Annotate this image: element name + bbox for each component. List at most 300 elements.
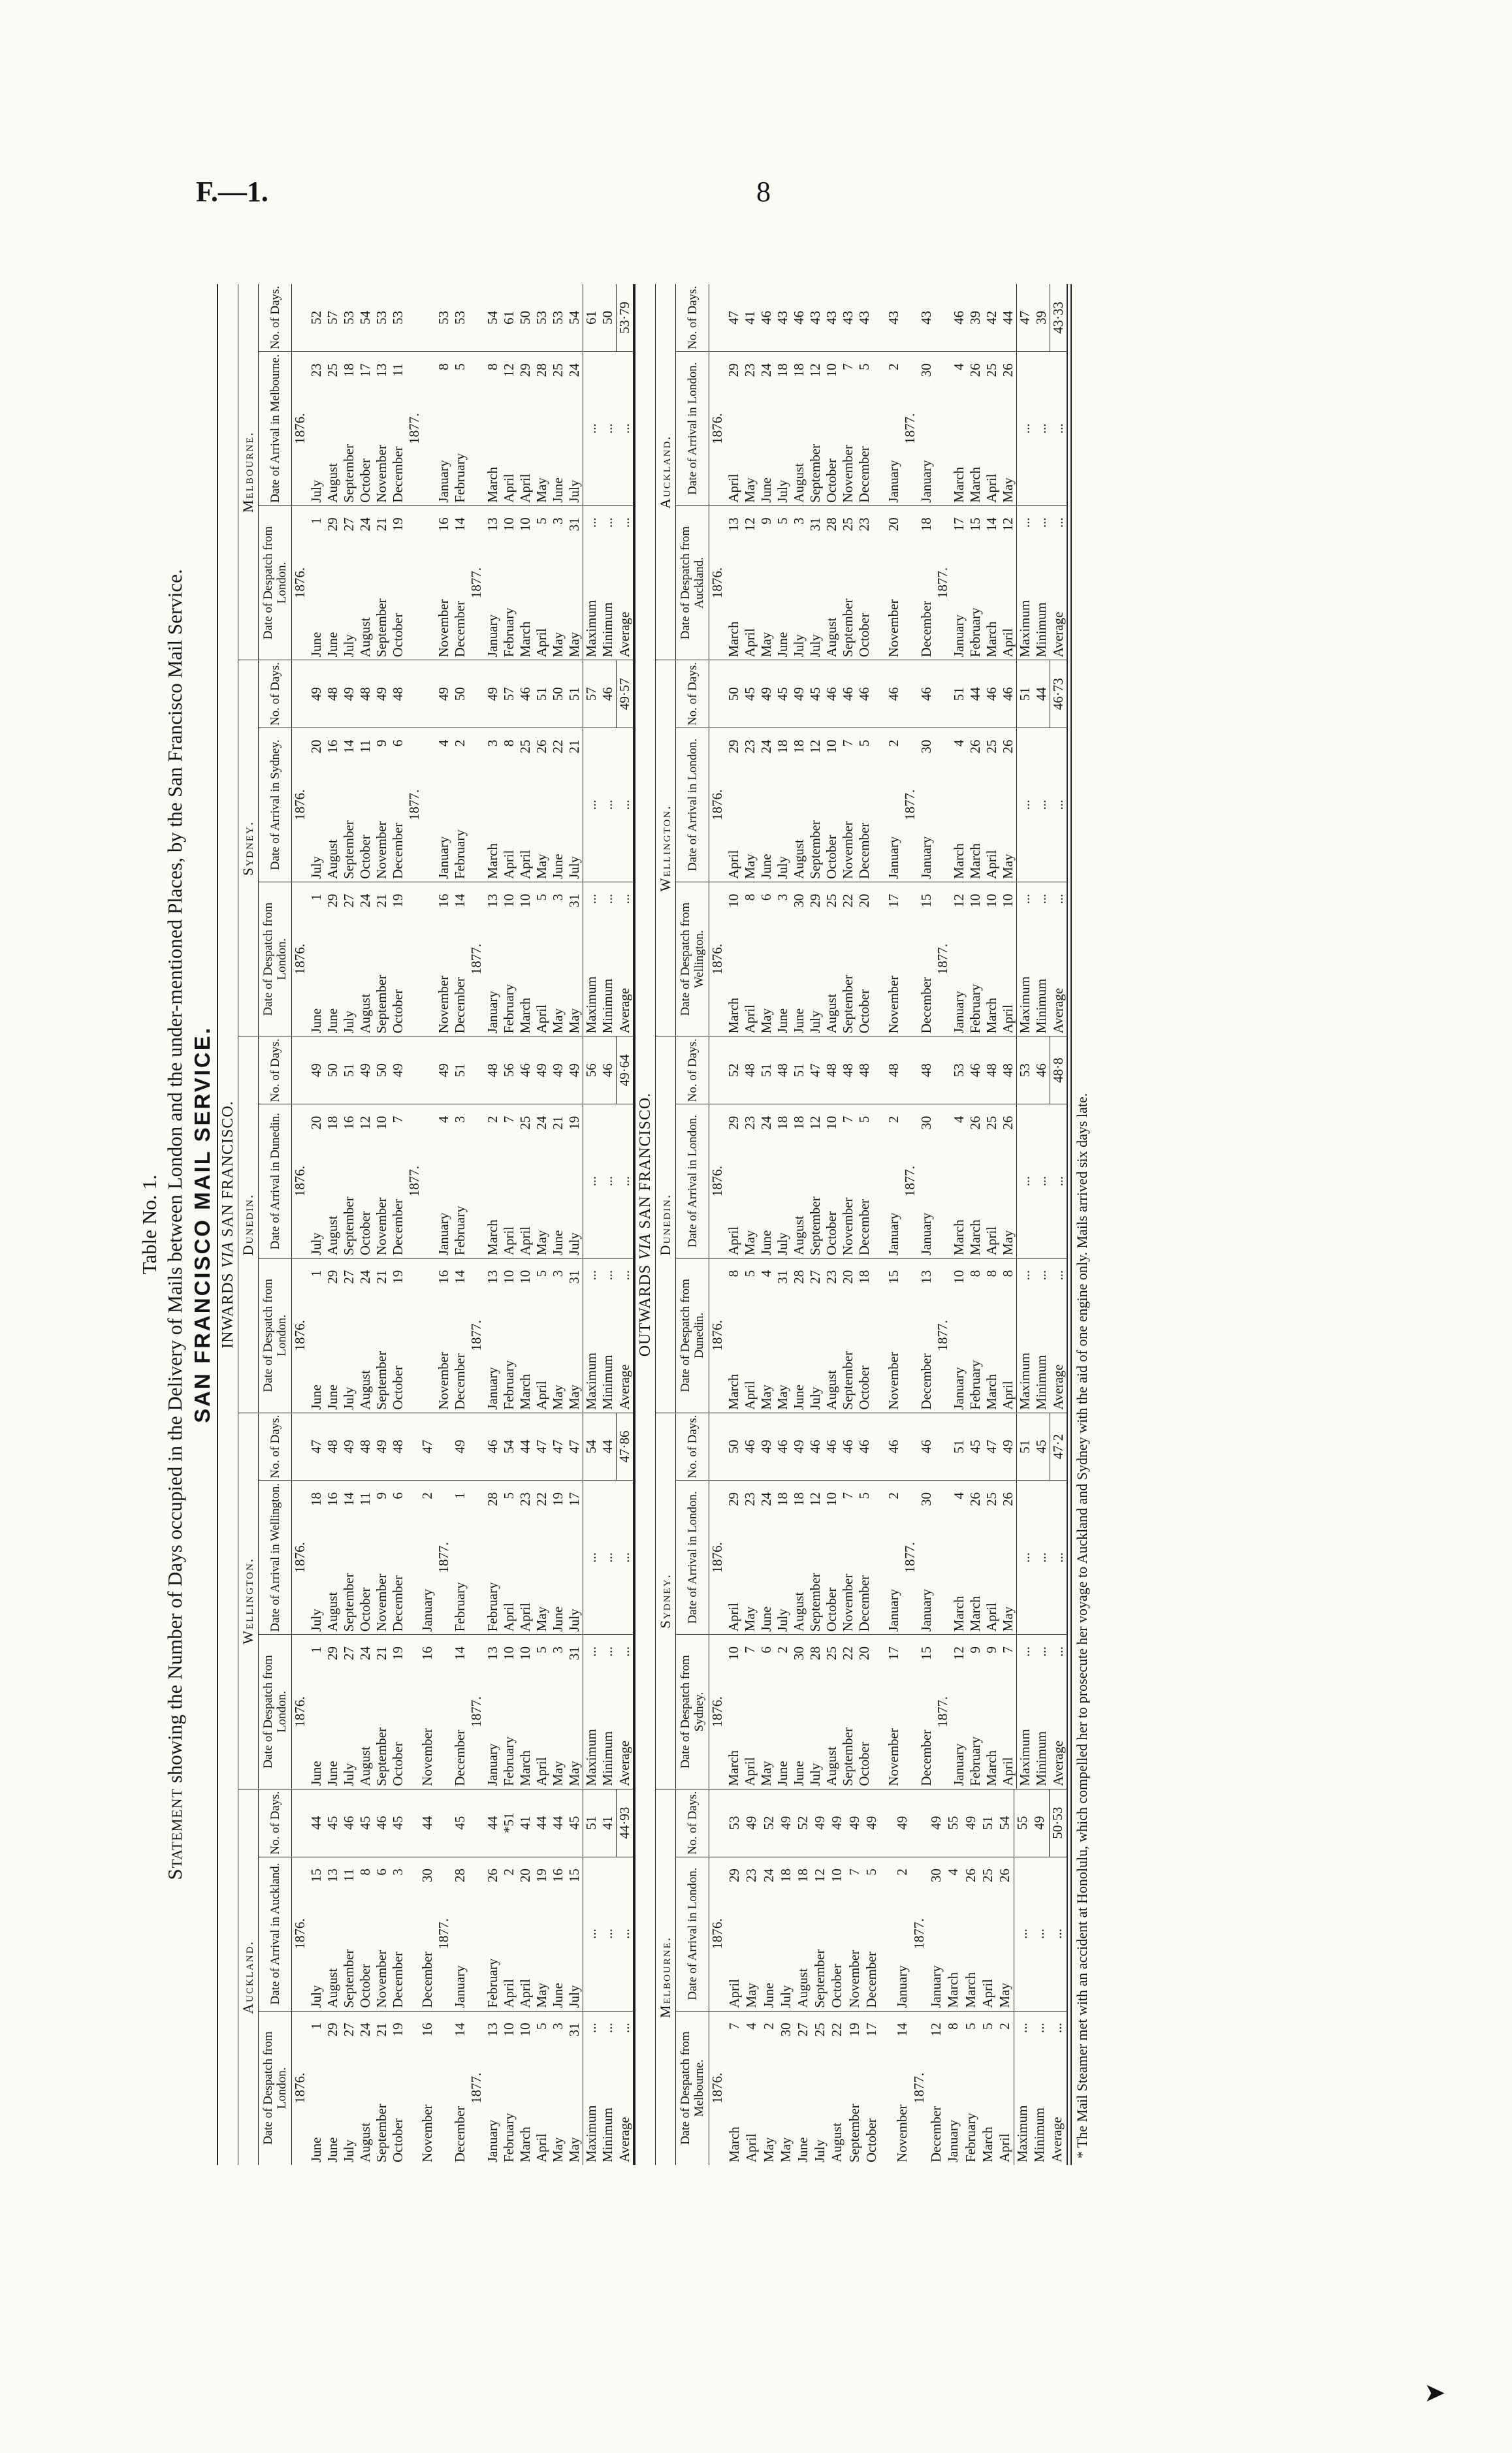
- arrival-day: 29: [517, 363, 533, 377]
- days-count: 52: [308, 284, 325, 351]
- days-count: 48: [357, 660, 374, 728]
- col-days-header: No. of Days.: [259, 284, 292, 351]
- col-days-header: No. of Days.: [676, 1413, 709, 1481]
- arrival-date: [308, 1481, 325, 1635]
- arrival-month: October: [824, 835, 839, 879]
- despatch-date: [550, 1259, 566, 1413]
- spacer-cell: [873, 1481, 886, 1635]
- arrival-date: [566, 1857, 583, 2011]
- stat-dots-cell: ...: [600, 351, 617, 505]
- arrival-day: 19: [566, 1115, 582, 1130]
- arrival-month: December: [856, 822, 872, 879]
- stat-label-cell: [583, 2011, 600, 2165]
- arrival-day: 12: [807, 739, 823, 754]
- despatch-month: March: [726, 2126, 743, 2162]
- arrival-day: 16: [325, 739, 340, 754]
- despatch-day: 5: [775, 517, 790, 524]
- despatch-date: [758, 505, 775, 660]
- inwards-heading-via: VIA: [219, 1242, 236, 1268]
- days-count: 46: [856, 1413, 873, 1481]
- arrival-date: [984, 728, 1000, 882]
- table-row: [341, 284, 357, 660]
- despatch-date: [550, 1635, 566, 1789]
- stat-dots-cell: ...: [600, 1857, 617, 2011]
- despatch-day: 13: [726, 517, 741, 532]
- despatch-day: 7: [726, 2023, 743, 2030]
- despatch-day: 21: [374, 1270, 389, 1284]
- stat-dots-cell: ...: [1050, 728, 1067, 882]
- despatch-month: December: [452, 2106, 468, 2162]
- despatch-date: [501, 1259, 517, 1413]
- stat-row: [583, 1036, 600, 1412]
- arrival-day: 3: [452, 1115, 468, 1123]
- col-arrival-header: Date of Arrival in Wellington.: [259, 1481, 292, 1635]
- arrival-month: December: [856, 1198, 872, 1256]
- stat-dots-cell: ...: [1050, 351, 1067, 505]
- days-count: 43: [840, 284, 856, 351]
- days-count: 49: [758, 660, 775, 728]
- col-despatch-header: Date of Despatch from London.: [259, 2011, 292, 2165]
- table-row: [967, 1036, 984, 1412]
- table-row: [758, 1413, 775, 1789]
- stat-row: [583, 284, 600, 660]
- despatch-month: November: [886, 975, 901, 1034]
- table-row: [452, 1789, 468, 2165]
- despatch-date: [775, 882, 791, 1036]
- despatch-month: September: [840, 974, 856, 1034]
- arrival-date: [863, 1857, 880, 2011]
- arrival-date: [534, 728, 550, 882]
- stat-row: [617, 1413, 634, 1789]
- table-row: [357, 1789, 374, 2165]
- despatch-month: October: [390, 989, 406, 1034]
- arrival-date: [928, 1857, 945, 2011]
- arrival-month: October: [357, 1963, 373, 2008]
- despatch-date: [308, 2011, 325, 2165]
- table-row: [390, 284, 406, 660]
- despatch-date: [856, 1259, 873, 1413]
- empty-cell: [406, 1036, 423, 1104]
- arrival-date: [1000, 1104, 1017, 1259]
- despatch-day: 5: [534, 517, 549, 524]
- table-row: [374, 284, 390, 660]
- despatch-month: October: [390, 2118, 406, 2162]
- despatch-day: 6: [758, 893, 774, 901]
- spacer-cell: [406, 1413, 419, 1481]
- despatch-date: [1000, 1635, 1017, 1789]
- year-label: 1876.: [292, 944, 308, 975]
- days-count: 45: [775, 660, 791, 728]
- table-row: [534, 1789, 550, 2165]
- year-label: 1876.: [292, 728, 309, 882]
- despatch-date: [550, 882, 566, 1036]
- days-count: 46: [856, 660, 873, 728]
- arrival-date: [984, 351, 1000, 505]
- table-row: [726, 1036, 742, 1412]
- table-row: [374, 660, 390, 1036]
- inwards-block: [238, 284, 633, 660]
- table-row: [807, 284, 824, 660]
- arrival-month: November: [840, 821, 856, 879]
- table-row: [863, 1789, 880, 2165]
- spacer-cell: [873, 351, 886, 505]
- table-row: [325, 1413, 341, 1789]
- year-label: 1876.: [292, 2072, 308, 2104]
- table-row: [501, 1036, 517, 1412]
- stat-value: 56: [583, 1036, 600, 1104]
- arrival-date: [726, 1481, 742, 1635]
- arrival-day: 26: [967, 363, 983, 377]
- despatch-month: April: [996, 2133, 1012, 2162]
- despatch-date: [390, 505, 406, 660]
- despatch-date: [824, 882, 840, 1036]
- stat-label: Maximum: [1017, 976, 1033, 1034]
- table-row: [341, 1413, 357, 1789]
- table-row: [485, 660, 501, 1036]
- days-count: 54: [357, 284, 374, 351]
- despatch-date: [308, 1635, 325, 1789]
- days-count: 46: [485, 1413, 501, 1481]
- arrival-date: [761, 1857, 778, 2011]
- despatch-day: 30: [777, 2023, 794, 2037]
- days-count: 46: [918, 660, 935, 728]
- days-count: 49: [791, 660, 807, 728]
- year-label: 1876.: [709, 351, 726, 505]
- table-row: [485, 1789, 501, 2165]
- days-count: 44: [485, 1789, 501, 1857]
- arrival-day: 23: [742, 1115, 758, 1130]
- arrival-day: 26: [996, 1868, 1012, 1883]
- despatch-date: [778, 2011, 795, 2165]
- block-place-name: Auckland.: [656, 284, 676, 660]
- despatch-date: [534, 1635, 550, 1789]
- despatch-date: [501, 505, 517, 660]
- despatch-date: [807, 505, 824, 660]
- despatch-month: March: [984, 1373, 999, 1410]
- despatch-date: [807, 1259, 824, 1413]
- empty-cell: [935, 1413, 951, 1481]
- arrival-date: [357, 1857, 374, 2011]
- days-count: 51: [791, 1036, 807, 1104]
- despatch-month: January: [485, 1743, 500, 1786]
- arrival-month: February: [452, 453, 468, 503]
- arrival-date: [791, 351, 807, 505]
- arrival-day: 4: [945, 1868, 961, 1876]
- empty-cell: [935, 284, 951, 351]
- arrival-date: [791, 1481, 807, 1635]
- despatch-day: 20: [856, 893, 872, 908]
- despatch-month: January: [485, 991, 500, 1034]
- stat-row: [600, 1036, 617, 1412]
- table-row: [856, 1413, 873, 1789]
- despatch-month: January: [951, 614, 967, 658]
- arrival-day: 30: [918, 1492, 934, 1506]
- year-label: 1876.: [709, 1104, 726, 1259]
- despatch-date: [886, 882, 902, 1036]
- stat-dots-cell: ...: [1017, 1104, 1034, 1259]
- despatch-month: October: [856, 989, 872, 1034]
- despatch-date: [726, 505, 742, 660]
- arrival-date: [390, 728, 406, 882]
- arrival-day: 11: [341, 1868, 357, 1882]
- arrival-day: 22: [550, 739, 566, 754]
- despatch-month: February: [962, 2113, 978, 2162]
- inwards-section: [238, 284, 634, 2165]
- despatch-day: 14: [452, 517, 468, 532]
- stat-label-cell: [1050, 1259, 1067, 1413]
- despatch-day: 30: [791, 1646, 807, 1660]
- stat-row: [1031, 1789, 1049, 2165]
- arrival-date: [325, 1104, 341, 1259]
- despatch-day: 5: [534, 2023, 549, 2030]
- arrival-date: [566, 351, 583, 505]
- arrival-date: [374, 1857, 390, 2011]
- empty-cell: [468, 660, 485, 728]
- despatch-day: 13: [485, 517, 500, 532]
- table-row: [963, 1789, 980, 2165]
- arrival-day: 13: [325, 1868, 340, 1883]
- despatch-day: 20: [886, 517, 901, 532]
- despatch-day: 27: [341, 893, 357, 908]
- arrival-month: May: [1000, 477, 1016, 503]
- despatch-month: March: [984, 621, 999, 658]
- col-arrival-header: Date of Arrival in Dunedin.: [259, 1104, 292, 1259]
- empty-cell: [292, 1789, 309, 1857]
- table-row: [517, 284, 534, 660]
- empty-cell: [406, 284, 423, 351]
- arrival-day: 26: [967, 1492, 983, 1506]
- despatch-day: 13: [485, 893, 500, 908]
- arrival-date: [856, 1104, 873, 1259]
- despatch-month: November: [886, 1351, 901, 1410]
- despatch-date: [517, 1259, 534, 1413]
- arrival-day: 25: [984, 1492, 999, 1506]
- arrival-month: April: [984, 1602, 999, 1632]
- despatch-month: June: [775, 1761, 790, 1786]
- days-count: 44: [517, 1413, 534, 1481]
- arrival-month: May: [1000, 1230, 1016, 1256]
- arrival-day: 25: [517, 739, 533, 754]
- arrival-day: 5: [863, 1868, 879, 1876]
- table-row: [501, 284, 517, 660]
- year-label: 1876.: [709, 944, 725, 975]
- year-label: 1876.: [292, 1857, 309, 2011]
- days-count: 50: [452, 660, 468, 728]
- days-count: 48: [984, 1036, 1000, 1104]
- arrival-month: January: [918, 1212, 934, 1256]
- table-row: [390, 1789, 406, 2165]
- stat-row: [617, 1036, 634, 1412]
- arrival-date: [775, 1481, 791, 1635]
- stat-label: Average: [1050, 611, 1066, 658]
- despatch-day: 12: [951, 1646, 967, 1660]
- despatch-month: June: [791, 1761, 807, 1786]
- arrival-date: [726, 1857, 743, 2011]
- despatch-date: [791, 1259, 807, 1413]
- days-count: 46: [967, 1036, 984, 1104]
- days-count: 45: [325, 1789, 341, 1857]
- col-despatch-header: Date of Despatch from Wellington.: [676, 882, 709, 1036]
- stat-dots-cell: ...: [1031, 1857, 1049, 2011]
- table-row: [951, 284, 967, 660]
- arrival-date: [951, 1104, 967, 1259]
- arrival-day: 29: [726, 739, 741, 754]
- despatch-day: 19: [846, 2023, 862, 2037]
- arrival-day: 9: [374, 1492, 389, 1499]
- arrival-day: 11: [357, 739, 373, 753]
- table-row: [341, 1036, 357, 1412]
- spacer-cell: [423, 1036, 436, 1104]
- spacer-cell: [873, 1635, 886, 1789]
- stat-dots: ...: [600, 2023, 615, 2033]
- arrival-day: 16: [325, 1492, 340, 1506]
- arrival-date: [501, 1857, 517, 2011]
- arrival-month: May: [534, 854, 549, 879]
- despatch-date: [341, 1635, 357, 1789]
- stat-value: 51: [1017, 1413, 1034, 1481]
- inwards-block: [238, 1036, 633, 1413]
- despatch-day: 3: [550, 1646, 566, 1654]
- despatch-date: [984, 1259, 1000, 1413]
- days-count: 47: [566, 1413, 583, 1481]
- despatch-day: 14: [452, 1270, 468, 1284]
- despatch-day: 10: [517, 1646, 533, 1660]
- days-count: 49: [534, 1036, 550, 1104]
- despatch-date: [951, 1635, 967, 1789]
- stat-label-cell: [600, 1635, 617, 1789]
- stat-label: Maximum: [583, 1729, 599, 1786]
- stat-label-cell: [583, 1259, 600, 1413]
- inwards-heading-pre: INWARDS: [219, 1272, 236, 1349]
- days-count: 49: [928, 1789, 945, 1857]
- stat-value: 49·57: [617, 660, 634, 728]
- despatch-month: April: [534, 1757, 549, 1786]
- days-count: 50: [726, 660, 742, 728]
- arrival-date: [945, 1857, 962, 2011]
- arrival-day: 24: [758, 363, 774, 377]
- despatch-date: [341, 2011, 357, 2165]
- despatch-month: November: [893, 2104, 910, 2162]
- spacer-cell: [873, 1413, 886, 1481]
- col-days-header: No. of Days.: [259, 1036, 292, 1104]
- despatch-date: [726, 2011, 743, 2165]
- despatch-month: February: [967, 1360, 983, 1410]
- table-row: [945, 1789, 962, 2165]
- despatch-day: 20: [856, 1646, 872, 1660]
- arrival-date: [325, 351, 341, 505]
- table-row: [856, 660, 873, 1036]
- arrival-month: August: [325, 839, 340, 879]
- despatch-day: 18: [918, 517, 934, 532]
- despatch-date: [501, 2011, 517, 2165]
- table-number: Table No. 1.: [138, 1174, 161, 1275]
- despatch-month: April: [742, 628, 758, 658]
- stat-label-cell: [600, 2011, 617, 2165]
- arrival-day: 26: [485, 1868, 500, 1883]
- stat-dots: ...: [600, 517, 615, 528]
- stat-dots: ...: [1017, 893, 1033, 905]
- despatch-day: 10: [967, 893, 983, 908]
- arrival-date: [824, 1481, 840, 1635]
- despatch-month: September: [374, 2104, 389, 2162]
- stat-value: 53: [1017, 1036, 1034, 1104]
- empty-cell: [436, 1413, 452, 1481]
- despatch-month: November: [436, 1351, 451, 1410]
- despatch-day: 27: [807, 1270, 823, 1284]
- arrival-month: April: [726, 850, 741, 879]
- despatch-day: 31: [807, 517, 823, 532]
- despatch-date: [743, 2011, 760, 2165]
- days-count: 46: [807, 1413, 824, 1481]
- arrival-day: 2: [452, 739, 468, 747]
- despatch-month: February: [501, 1360, 517, 1410]
- despatch-date: [452, 1259, 468, 1413]
- stat-dots-cell: ...: [1014, 1857, 1032, 2011]
- despatch-day: 21: [374, 1646, 389, 1660]
- despatch-day: 8: [984, 1270, 999, 1277]
- despatch-day: 14: [893, 2023, 910, 2037]
- arrival-day: 18: [775, 739, 790, 754]
- despatch-day: 10: [517, 2023, 533, 2037]
- arrival-month: December: [390, 1198, 406, 1256]
- arrival-month: August: [791, 463, 807, 503]
- arrival-month: June: [550, 1606, 566, 1632]
- days-count: 44: [419, 1789, 436, 1857]
- stat-dots-cell: ...: [600, 728, 617, 882]
- year-label: 1877.: [935, 567, 950, 599]
- despatch-month: July: [341, 1387, 357, 1410]
- despatch-month: April: [742, 1381, 758, 1410]
- arrival-month: April: [517, 850, 533, 879]
- despatch-day: 31: [566, 517, 582, 532]
- days-count: 53: [452, 284, 468, 351]
- arrival-month: February: [452, 829, 468, 879]
- despatch-date: [374, 882, 390, 1036]
- stat-label: Maximum: [583, 976, 599, 1034]
- arrival-month: March: [967, 1219, 983, 1256]
- stat-label-cell: [1033, 1259, 1050, 1413]
- despatch-date: [967, 1259, 984, 1413]
- despatch-day: 13: [485, 1646, 500, 1660]
- days-count: 46: [742, 1413, 758, 1481]
- arrival-month: August: [791, 839, 807, 879]
- table-row: [886, 1413, 902, 1789]
- stat-value: 44·93: [617, 1789, 634, 1857]
- col-days-header: No. of Days.: [676, 1036, 709, 1104]
- days-count: 48: [1000, 1036, 1017, 1104]
- despatch-day: 4: [743, 2023, 760, 2030]
- spacer-cell: [873, 728, 886, 882]
- arrival-date: [997, 1857, 1014, 2011]
- days-count: 46: [791, 284, 807, 351]
- margin-arrow-mark: ➤: [1424, 2378, 1446, 2407]
- table-row: [726, 660, 742, 1036]
- stat-row: [1033, 284, 1050, 660]
- stat-row: [1050, 1413, 1067, 1789]
- year-label: [436, 1635, 452, 1789]
- despatch-month: March: [984, 997, 999, 1034]
- arrival-month: October: [357, 458, 373, 503]
- despatch-month: October: [856, 613, 872, 658]
- despatch-month: July: [807, 1387, 823, 1410]
- arrival-date: [308, 351, 325, 505]
- arrival-date: [807, 1481, 824, 1635]
- arrival-date: [812, 1857, 829, 2011]
- arrival-day: 9: [374, 739, 389, 747]
- stat-dots: ...: [1014, 2023, 1031, 2033]
- despatch-date: [452, 505, 468, 660]
- despatch-date: [997, 2011, 1014, 2165]
